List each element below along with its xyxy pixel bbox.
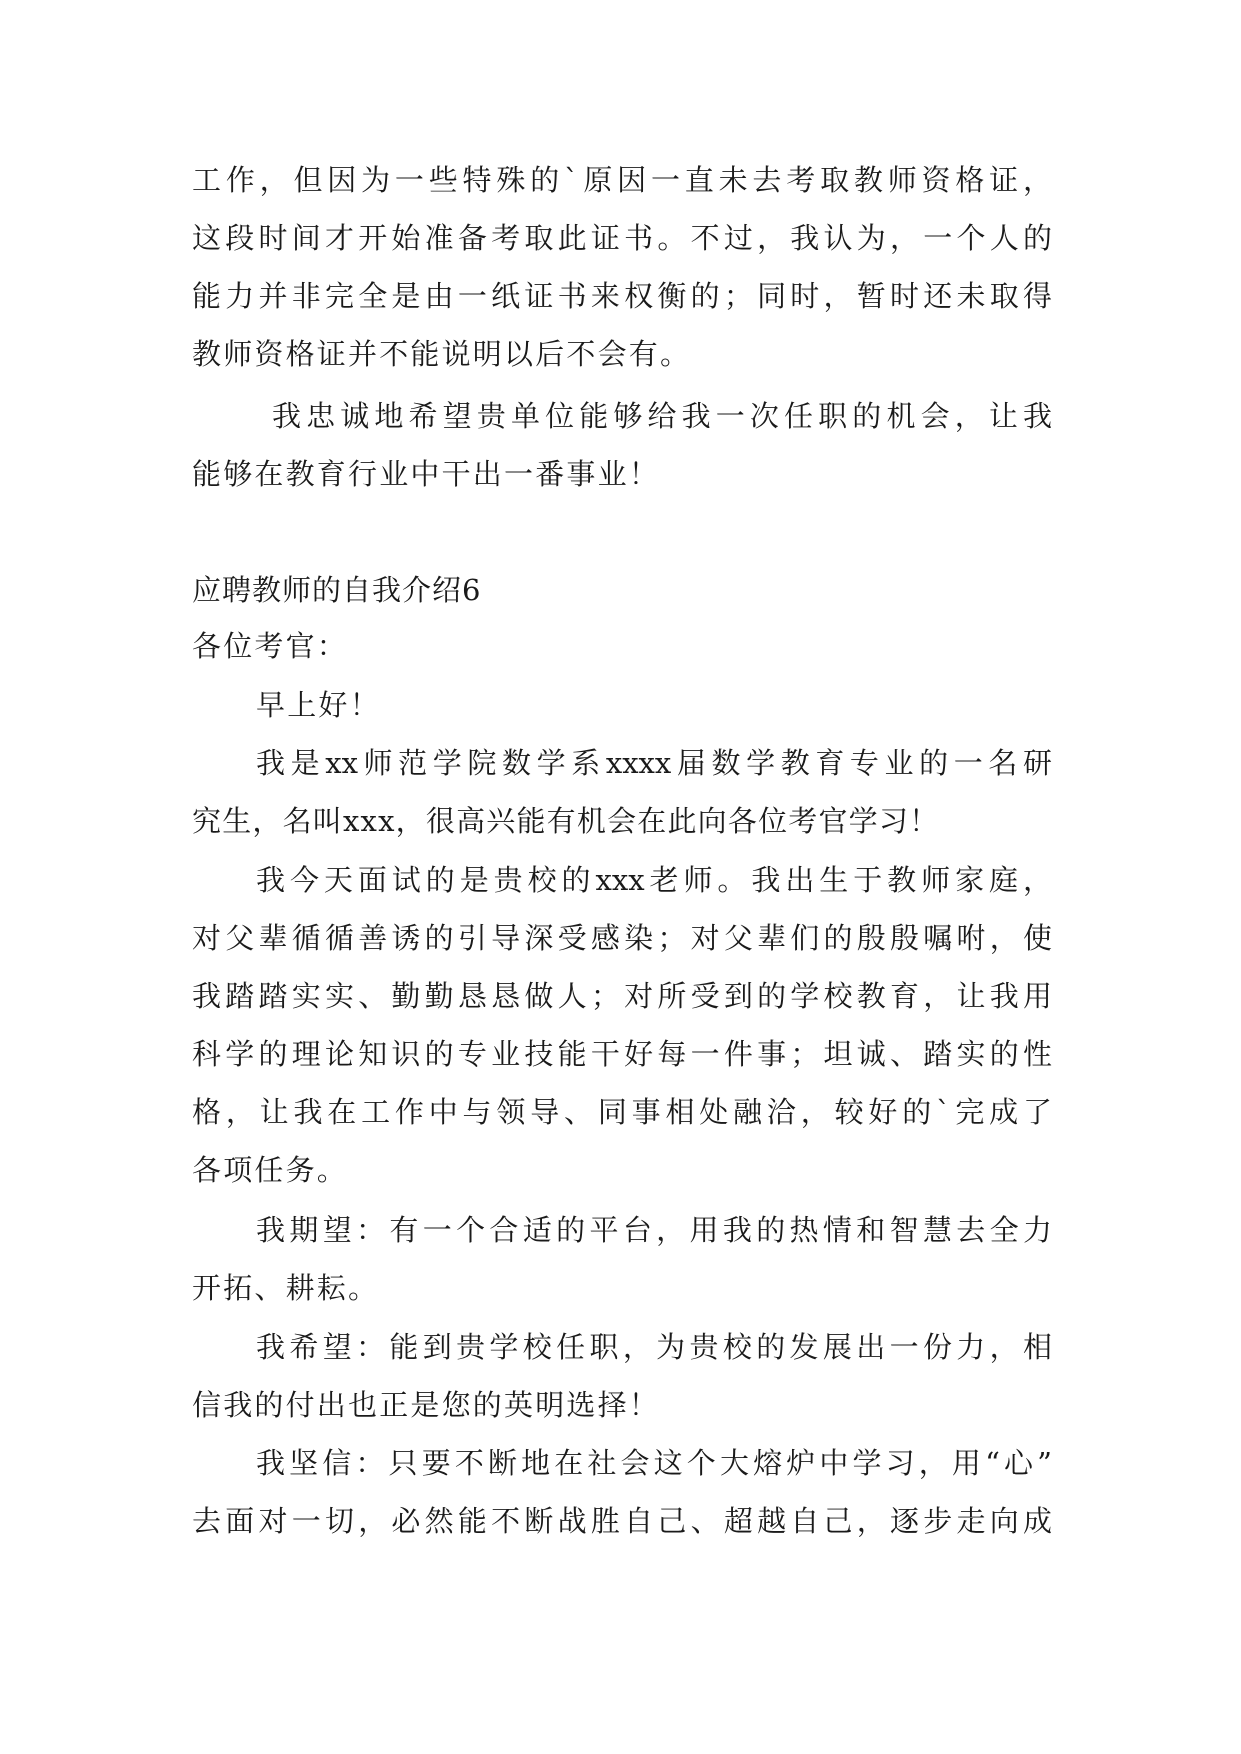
paragraph-4-line-2: 对父辈循循善诱的引导深受感染；对父辈们的殷殷嘱咐，使 (192, 921, 1052, 955)
paragraph-7-line-1: 我坚信：只要不断地在社会这个大熔炉中学习，用“心” (256, 1446, 1052, 1480)
paragraph-1-line-1: 工作，但因为一些特殊的`原因一直未去考取教师资格证， (192, 163, 1052, 197)
paragraph-3-line-2: 究生，名叫xxx，很高兴能有机会在此向各位考官学习！ (192, 804, 940, 838)
paragraph-4-line-6: 各项任务。 (192, 1153, 349, 1187)
paragraph-4-line-3: 我踏踏实实、勤勤恳恳做人；对所受到的学校教育，让我用 (192, 979, 1052, 1013)
paragraph-5-line-1: 我期望：有一个合适的平台，用我的热情和智慧去全力 (256, 1213, 1052, 1247)
paragraph-7-line-2: 去面对一切，必然能不断战胜自己、超越自己，逐步走向成 (192, 1504, 1052, 1538)
paragraph-3-line-1: 我是xx师范学院数学系xxxx届数学教育专业的一名研 (256, 746, 1052, 780)
paragraph-4-line-5: 格，让我在工作中与领导、同事相处融洽，较好的`完成了 (192, 1095, 1052, 1129)
paragraph-6-line-2: 信我的付出也正是您的英明选择！ (192, 1388, 661, 1422)
paragraph-2-line-1: 我忠诚地希望贵单位能够给我一次任职的机会，让我 (272, 399, 1052, 433)
salutation: 各位考官： (192, 629, 349, 663)
paragraph-1-line-4: 教师资格证并不能说明以后不会有。 (192, 337, 692, 371)
paragraph-1-line-2: 这段时间才开始准备考取此证书。不过，我认为，一个人的 (192, 221, 1052, 255)
greeting: 早上好！ (256, 688, 381, 722)
paragraph-6-line-1: 我希望：能到贵学校任职，为贵校的发展出一份力，相 (256, 1330, 1052, 1364)
paragraph-2-line-2: 能够在教育行业中干出一番事业！ (192, 457, 661, 491)
paragraph-4-line-4: 科学的理论知识的专业技能干好每一件事；坦诚、踏实的性 (192, 1037, 1052, 1071)
paragraph-4-line-1: 我今天面试的是贵校的xxx老师。我出生于教师家庭， (256, 863, 1052, 897)
paragraph-5-line-2: 开拓、耕耘。 (192, 1271, 380, 1305)
paragraph-1-line-3: 能力并非完全是由一纸证书来权衡的；同时，暂时还未取得 (192, 279, 1052, 313)
section-title: 应聘教师的自我介绍6 (192, 573, 482, 607)
